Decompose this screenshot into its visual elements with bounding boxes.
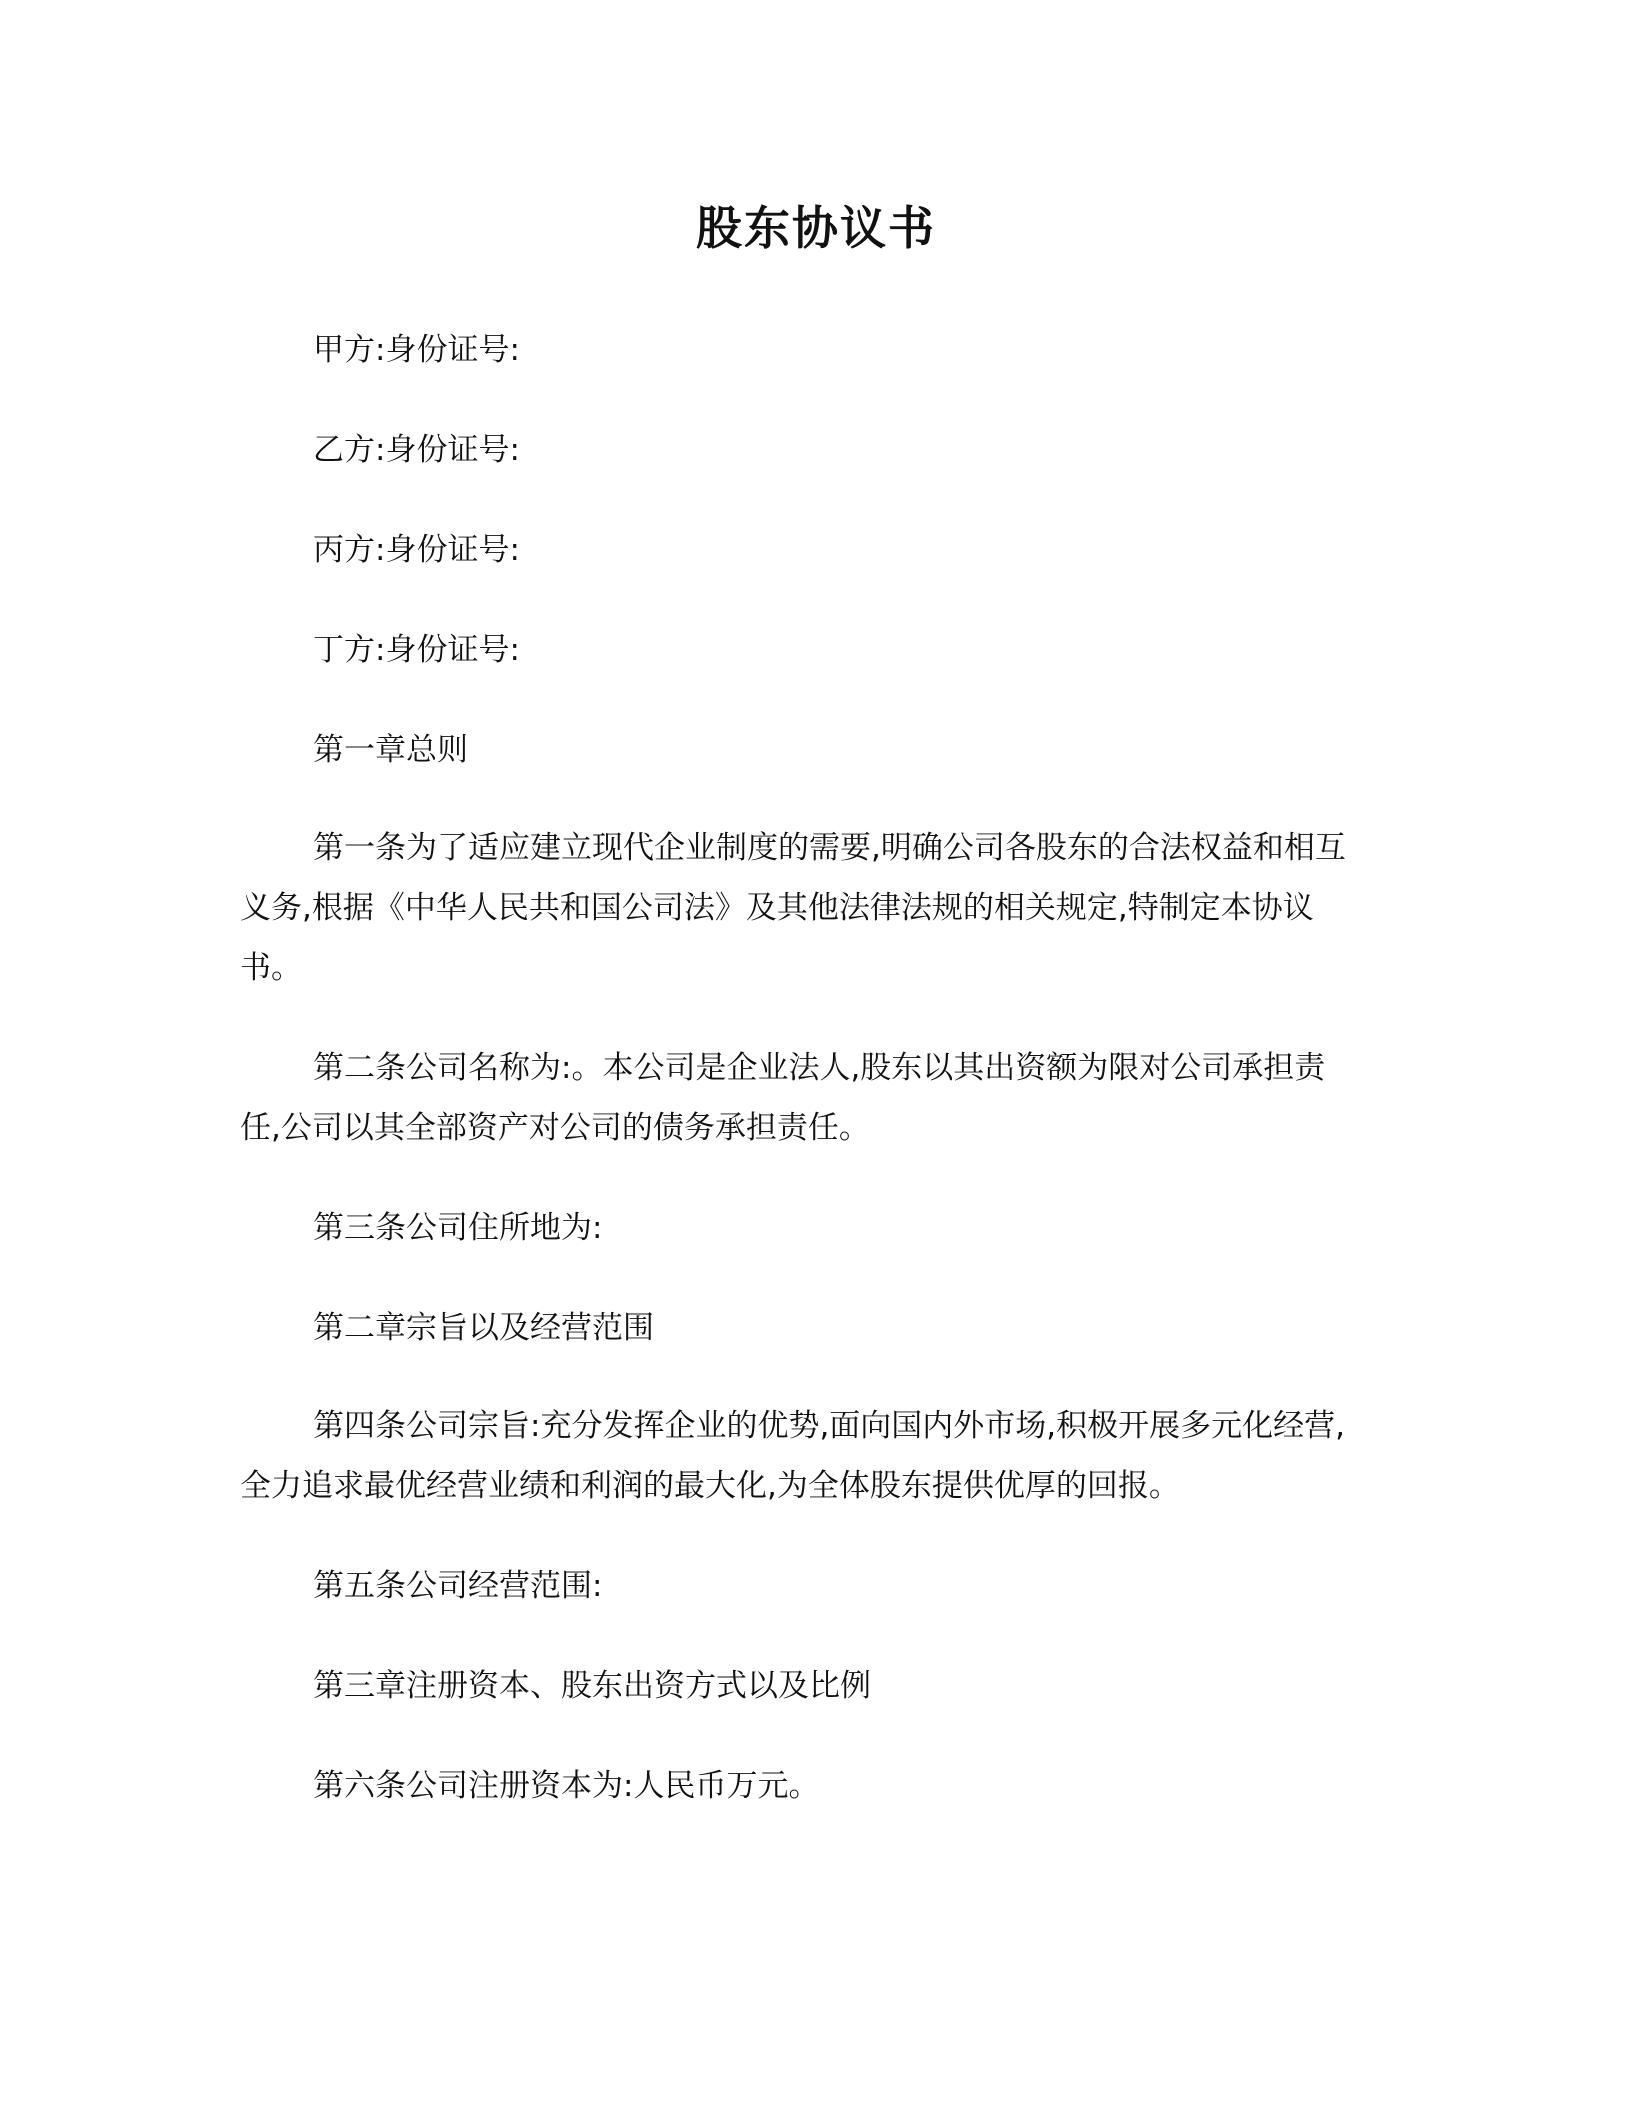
article-2-line-1: 第二条公司名称为:。本公司是企业法人,股东以其出资额为限对公司承担责 (313, 1050, 1326, 1086)
article-4-line-2: 全力追求最优经营业绩和利润的最大化,为全体股东提供优厚的回报。 (240, 1468, 1180, 1504)
article-5-line: 第五条公司经营范围: (313, 1568, 603, 1604)
article-6-line: 第六条公司注册资本为:人民币万元。 (313, 1768, 820, 1804)
chapter-2-heading: 第二章宗旨以及经营范围 (313, 1310, 654, 1346)
article-2-line-2: 任,公司以其全部资产对公司的债务承担责任。 (240, 1110, 870, 1146)
party-d-line: 丁方:身份证号: (313, 632, 520, 668)
article-3-line: 第三条公司住所地为: (313, 1210, 603, 1246)
article-1-line-3: 书。 (240, 950, 302, 986)
party-b-line: 乙方:身份证号: (313, 432, 520, 468)
party-a-line: 甲方:身份证号: (313, 332, 520, 368)
article-1-line-2: 义务,根据《中华人民共和国公司法》及其他法律法规的相关规定,特制定本协议 (240, 890, 1314, 926)
article-4-line-1: 第四条公司宗旨:充分发挥企业的优势,面向国内外市场,积极开展多元化经营, (313, 1408, 1346, 1444)
party-c-line: 丙方:身份证号: (313, 532, 520, 568)
document-title: 股东协议书 (696, 201, 936, 255)
article-1-line-1: 第一条为了适应建立现代企业制度的需要,明确公司各股东的合法权益和相互 (313, 830, 1346, 866)
chapter-3-heading: 第三章注册资本、股东出资方式以及比例 (313, 1668, 871, 1704)
chapter-1-heading: 第一章总则 (313, 732, 468, 768)
